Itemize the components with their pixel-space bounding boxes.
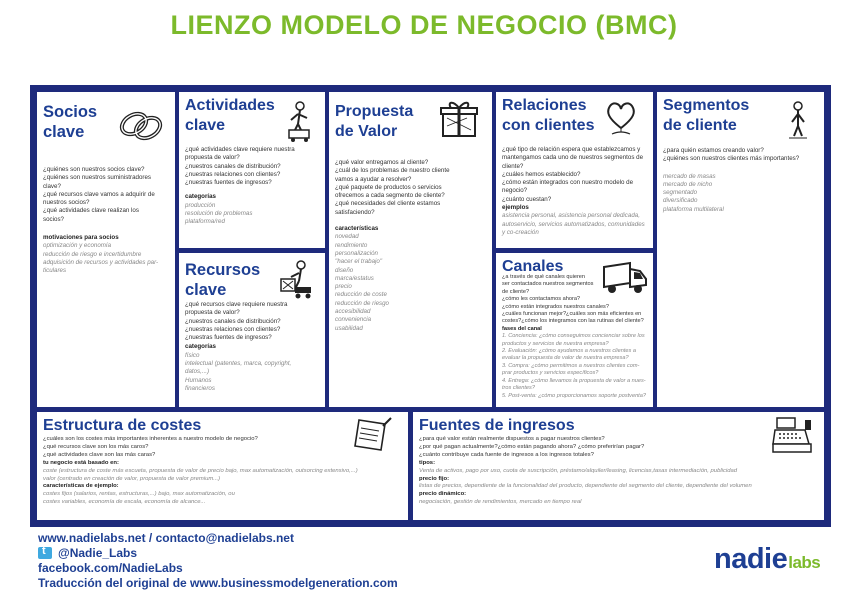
canales-q3: de cliente? [502, 288, 530, 295]
propuesta-q3: vamos a ayudar a resolver? [335, 175, 412, 183]
footer-web-link[interactable]: www.nadielabs.net / contacto@nadielabs.net [38, 531, 294, 545]
recursos-item3: datos,...) [185, 368, 210, 376]
twitter-icon [38, 547, 52, 559]
ingresos-q3: ¿cuánto contribuye cada fuente de ingresos a los ingresos totales? [419, 451, 594, 458]
actividades-heading: categorías [185, 193, 216, 201]
box-actividades-clave [179, 92, 325, 248]
ingresos-heading1: tipos: [419, 459, 436, 466]
costes-heading2: características de ejemplo: [43, 483, 119, 490]
box-segmentos-cliente [657, 92, 824, 407]
segmentos-title-line1: Segmentos [663, 97, 750, 114]
recursos-content [185, 301, 321, 393]
canales-item8: tros clientes? [502, 385, 535, 392]
relaciones-item3: y co-creación [502, 228, 539, 236]
ingresos-heading2: precio fijo: [419, 475, 450, 482]
ingresos-heading3: precio dinámico: [419, 491, 467, 498]
relaciones-item2: autoservicio, servicios automatizados, comunidades [502, 220, 645, 228]
socios-heading: motivaciones para socios [43, 234, 119, 242]
box-recursos-clave [179, 253, 325, 407]
propuesta-item8: reducción de coste [335, 291, 387, 299]
costes-content [43, 436, 404, 507]
socios-item1: optimización y economía [43, 242, 112, 250]
actividades-item2: resolución de problemas [185, 210, 253, 218]
propuesta-item10: accesibilidad [335, 308, 371, 316]
recursos-title-line1: Recursos [185, 261, 261, 279]
segmentos-q1: ¿para quién estamos creando valor? [663, 147, 764, 154]
segmentos-item5: plataforma multilateral [663, 205, 724, 213]
propuesta-item3: personalización [335, 249, 378, 257]
canales-item7: 4. Entrega: ¿cómo llevamos la propuesta de valor a nues- [502, 377, 646, 384]
segmentos-item3: segmentado [663, 189, 698, 197]
actividades-item1: producción [185, 201, 216, 209]
canales-q5: ¿cómo están integrados nuestros canales? [502, 303, 609, 310]
relaciones-title-line1: Relaciones [502, 97, 587, 114]
box-socios-clave [37, 92, 175, 407]
canales-title: Canales [502, 258, 564, 275]
canales-q4: ¿cómo les contactamos ahora? [502, 296, 581, 303]
actividades-q2: propuesta de valor? [185, 154, 240, 162]
costes-q3: ¿qué actividades clave son las más caras? [43, 451, 156, 458]
propuesta-item12: usabilidad [335, 324, 363, 332]
socios-item4: ticulares [43, 267, 67, 275]
canales-q2: ser contactados nuestros segmentos [502, 281, 594, 288]
recursos-item2: intelectual (patentes, marca, copyright, [185, 360, 292, 368]
costes-item3: costes fijos (salarios, rentas, estructuras,...) bajo, max automatización, ou [43, 491, 235, 498]
footer-facebook-link[interactable]: facebook.com/NadieLabs [38, 561, 183, 575]
socios-q7: socios? [43, 215, 64, 223]
canales-heading: fases del canal [502, 325, 542, 332]
segmentos-item2: mercado de nicho [663, 180, 713, 188]
propuesta-item2: rendimiento [335, 241, 368, 249]
costes-item4: costes variables, economía de escala, economía de alcance... [43, 499, 206, 506]
canales-item5: 3. Compra: ¿cómo permitimos a nuestros clientes com- [502, 362, 640, 369]
recursos-item4: Humanos [185, 376, 212, 384]
actividades-content [185, 146, 321, 227]
socios-q5: nuestros socios? [43, 199, 90, 207]
relaciones-q2: mantengamos cada uno de nuestros segmentos de [502, 154, 644, 162]
footer-translation: Traducción del original de www.businessmodelgeneration.com [38, 576, 398, 590]
canales-item6: prar productos y servicios específicos? [502, 370, 599, 377]
relaciones-q6: negocio? [502, 187, 528, 195]
propuesta-item11: conveniencia [335, 316, 372, 324]
socios-q3: clave? [43, 182, 61, 190]
socios-title-line2: clave [43, 123, 85, 141]
relaciones-q3: cliente? [502, 162, 524, 170]
recursos-q4: ¿nuestras relaciones con clientes? [185, 325, 281, 333]
ingresos-item3: negociación, gestión de rendimientos, mercado en tiempo real [419, 499, 582, 506]
socios-q4: ¿qué recursos clave vamos a adquirir de [43, 190, 155, 198]
propuesta-item6: marca/estatus [335, 274, 374, 282]
person-icon [787, 100, 809, 140]
box-relaciones-clientes [496, 92, 653, 248]
heart-icon [604, 100, 638, 136]
canales-content [502, 274, 649, 400]
nadielabs-logo [714, 543, 820, 576]
canales-item1: 1. Conciencia: ¿cómo conseguimos concienciar sobre los [502, 333, 645, 340]
costes-item1: coste (estructura de coste más escueta, propuesta de valor de precio bajo, max automatización, outsorcing extensivo,...) [43, 467, 358, 474]
relaciones-item1: asistencia personal, asistencia personal dedicada, [502, 212, 640, 220]
ingresos-item1: Venta de activos, pago por uso, cuota de suscripción, préstamo/alquiler/leasing, licencias,tasas intermediación, publicidad [419, 467, 738, 474]
recursos-title-line2: clave [185, 281, 227, 299]
socios-q2: ¿quiénes son nuestros suministradores [43, 174, 151, 182]
relaciones-title-line2: con clientes [502, 117, 595, 134]
canales-item4: evaluar la propuesta de valor de nuestra empresa? [502, 355, 629, 362]
recursos-heading: categorías [185, 343, 216, 351]
box-canales [496, 253, 653, 407]
propuesta-item7: precio [335, 283, 352, 291]
segmentos-title-line2: de cliente [663, 117, 737, 134]
segmentos-item4: diversificado [663, 197, 698, 205]
propuesta-content [335, 159, 488, 333]
ingresos-title: Fuentes de ingresos [419, 417, 575, 434]
segmentos-content [663, 147, 820, 214]
actividades-title-line2: clave [185, 117, 226, 134]
actividades-q4: ¿nuestras relaciones con clientes? [185, 170, 281, 178]
segmentos-item1: mercado de masas [663, 172, 716, 180]
segmentos-q2: ¿quiénes son nuestros clientes más importantes? [663, 155, 800, 163]
propuesta-q2: ¿cuál de los problemas de nuestro cliente [335, 167, 450, 175]
brand-suffix: labs [788, 553, 821, 572]
propuesta-q5: ofrecemos a cada segmento de cliente? [335, 192, 445, 200]
brand-name: nadie [714, 543, 788, 575]
canales-item3: 2. Evaluación: ¿cómo ayudamos a nuestros clientes a [502, 348, 637, 355]
ingresos-q2: ¿por qué pagan actualmente?¿cómo están pagando ahora? ¿cómo preferirían pagar? [419, 443, 645, 450]
ingresos-q1: ¿para qué valor están realmente dispuestos a pagar nuestros clientes? [419, 436, 605, 442]
box-estructura-costes [37, 412, 408, 520]
actividades-q1: ¿qué actividades clave requiere nuestra [185, 146, 295, 153]
ingresos-content [419, 436, 820, 507]
socios-item2: reducción de riesgo e incertidumbre [43, 250, 142, 258]
propuesta-item1: novedad [335, 233, 359, 241]
propuesta-title-line1: Propuesta [335, 103, 414, 120]
relaciones-q7: ¿cuánto cuestan? [502, 195, 552, 203]
recursos-item1: físico [185, 351, 200, 359]
recursos-q3: ¿nuestros canales de distribución? [185, 317, 281, 325]
socios-q1: ¿quiénes son nuestros socios clave? [43, 166, 145, 173]
footer-twitter[interactable] [38, 546, 137, 560]
socios-content [43, 166, 171, 276]
page-title: LIENZO MODELO DE NEGOCIO (BMC) [170, 10, 678, 40]
actividades-q3: ¿nuestros canales de distribución? [185, 162, 281, 170]
forklift-icon [279, 259, 315, 299]
relaciones-q1: ¿qué tipo de relación espera que establezcamos y [502, 146, 641, 153]
box-fuentes-ingresos [413, 412, 824, 520]
costes-item2: valor (centrado en creación de valor, propuesta de valor premium...) [43, 475, 221, 482]
relaciones-content [502, 146, 649, 237]
socios-q6: ¿qué actividades clave realizan los [43, 207, 139, 215]
propuesta-q4: ¿qué paquete de productos o servicios [335, 183, 442, 191]
canales-item2: productos y servicios de nuestra empresa? [502, 340, 609, 347]
footer-twitter-label: @Nadie_Labs [58, 546, 138, 560]
propuesta-item9: reducción de riesgo [335, 299, 390, 307]
socios-title-line1: Socios [43, 103, 98, 121]
relaciones-heading: ejemplos [502, 204, 529, 212]
chain-link-icon [117, 104, 165, 148]
socios-item3: adquisición de recursos y actividades par- [43, 258, 159, 266]
costes-q1: ¿cuáles son los costes más importantes inherentes a nuestro modelo de negocio? [43, 436, 258, 442]
recursos-item5: financieros [185, 384, 215, 392]
canvas-frame [30, 85, 831, 527]
ingresos-item2: listas de precios, dependiente de la funcionalidad del producto, dependiente del segmento del cliente, dependiente del volumen [419, 483, 752, 490]
propuesta-title-line2: de Valor [335, 123, 398, 140]
recursos-q2: propuesta de valor? [185, 309, 240, 317]
relaciones-q5: ¿cómo están integrados con nuestro modelo de [502, 179, 634, 187]
relaciones-q4: ¿cuáles hemos establecido? [502, 170, 581, 178]
actividades-item3: plataforma/red [185, 218, 225, 226]
actividades-title-line1: Actividades [185, 97, 275, 114]
canales-q7: costes?¿cómo los integramos con las rutinas del cliente? [502, 318, 644, 325]
costes-q2: ¿qué recursos clave son los más caros? [43, 443, 149, 450]
propuesta-item4: "hacer el trabajo" [335, 258, 383, 266]
propuesta-heading: características [335, 225, 379, 233]
costes-title: Estructura de costes [43, 417, 202, 434]
canales-q6: ¿cuáles funcionan mejor?¿cuáles son más eficientes en [502, 311, 642, 318]
box-propuesta-valor [329, 92, 492, 407]
propuesta-q7: satisfaciendo? [335, 208, 375, 216]
canales-q1: ¿a través de qué canales quieren [502, 274, 586, 280]
canales-item9: 5. Post-venta: ¿cómo proporcionamos soporte postventa? [502, 392, 646, 399]
actividades-q5: ¿nuestras fuentes de ingresos? [185, 179, 272, 187]
propuesta-q6: ¿qué necesidades del cliente estamos [335, 200, 441, 208]
recursos-q1: ¿qué recursos clave requiere nuestra [185, 301, 288, 308]
worker-icon [285, 100, 315, 142]
recursos-q5: ¿nuestras fuentes de ingresos? [185, 334, 272, 342]
costes-heading1: tu negocio está basado en: [43, 459, 119, 466]
propuesta-item5: diseño [335, 266, 354, 274]
propuesta-q1: ¿qué valor entregamos al cliente? [335, 159, 429, 166]
gift-icon [439, 100, 479, 138]
